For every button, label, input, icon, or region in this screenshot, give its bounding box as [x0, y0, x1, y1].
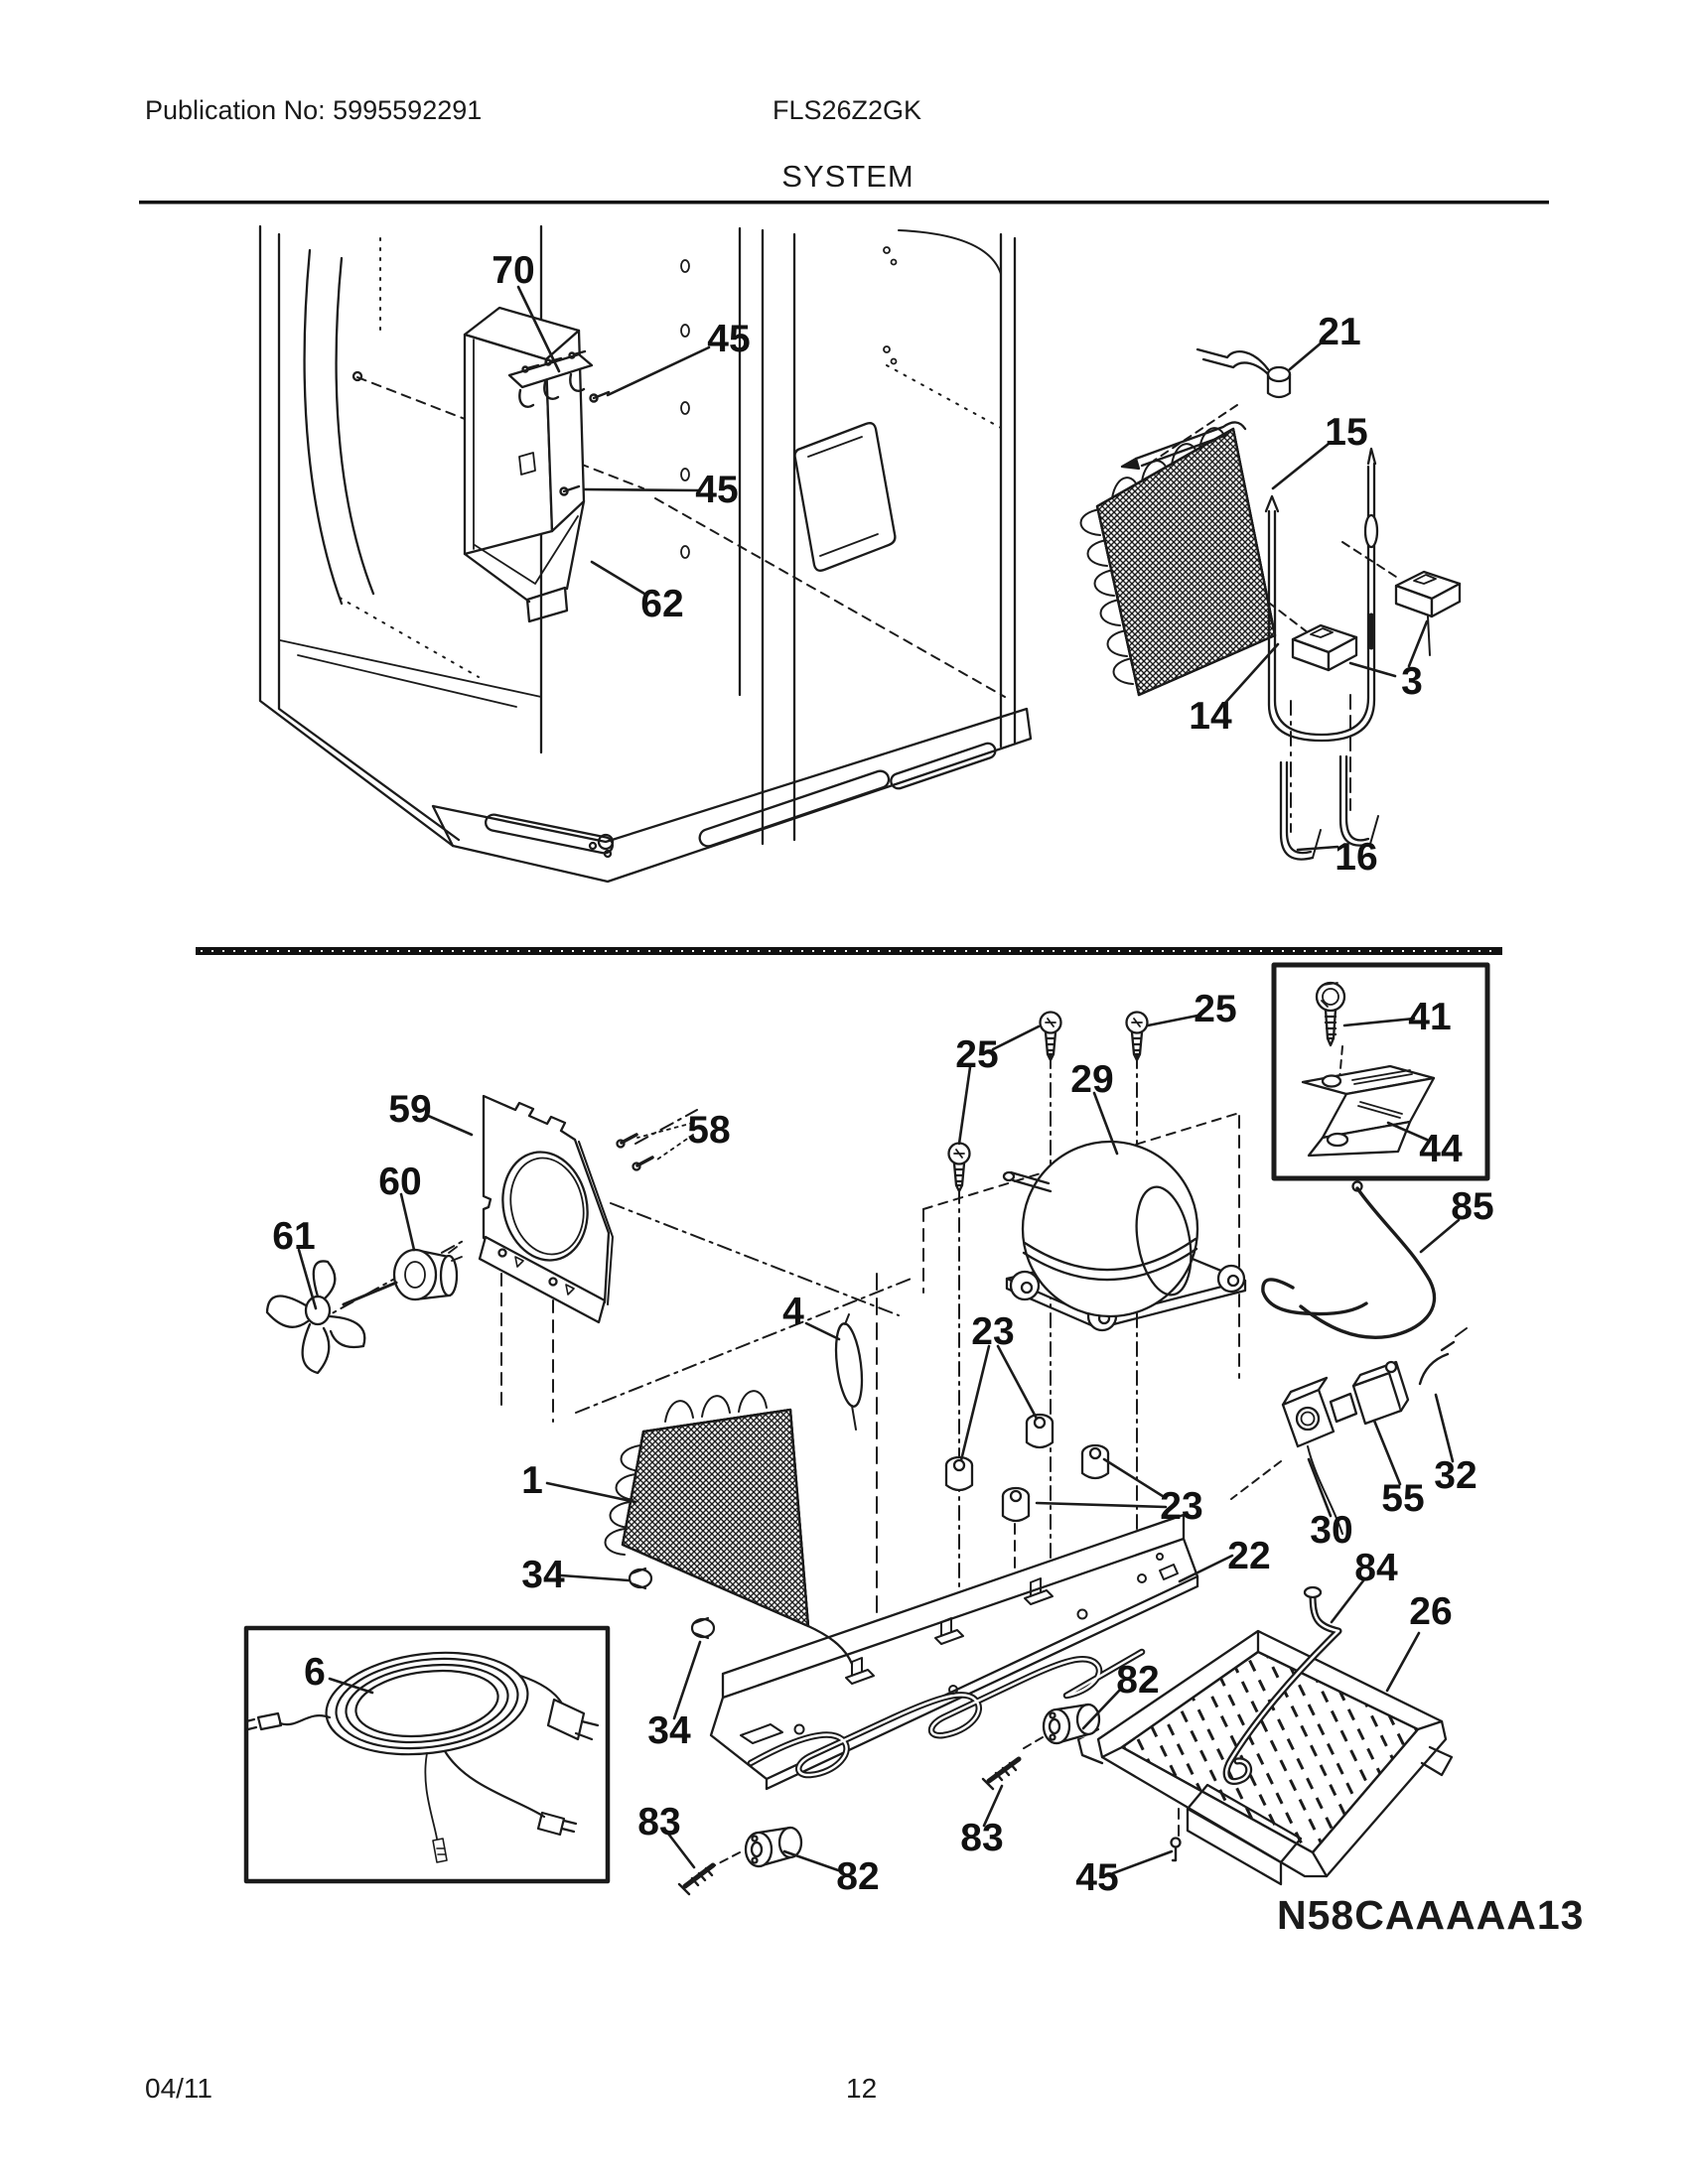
callout-82-34: 82 [836, 1855, 880, 1898]
compressor [1004, 1142, 1245, 1330]
callout-25-10: 25 [1194, 988, 1237, 1030]
callout-44-13: 44 [1419, 1128, 1463, 1170]
callout-55-24: 55 [1381, 1477, 1425, 1520]
callout-4-19: 4 [782, 1291, 804, 1333]
callout-59-15: 59 [388, 1088, 432, 1131]
callout-82-32: 82 [1116, 1659, 1160, 1702]
callout-62-3: 62 [640, 583, 684, 625]
callout-61-18: 61 [272, 1215, 316, 1258]
callout-45-2: 45 [695, 469, 739, 511]
callout-14-7: 14 [1189, 695, 1232, 738]
callout-60-17: 60 [378, 1160, 422, 1203]
header-rule [139, 201, 1549, 205]
callout-6-31: 6 [304, 1651, 326, 1694]
callout-32-25: 32 [1434, 1454, 1477, 1497]
power-cord [246, 1642, 598, 1862]
callout-23-20: 23 [971, 1310, 1015, 1353]
machine-compartment-drawing [246, 965, 1487, 1894]
footer-page-number: 12 [846, 2073, 878, 2104]
callout-58-16: 58 [687, 1109, 731, 1152]
callout-22-26: 22 [1227, 1535, 1271, 1577]
callout-25-9: 25 [955, 1033, 999, 1076]
callout-83-33: 83 [637, 1801, 681, 1843]
callout-70-0: 70 [492, 249, 535, 292]
model-number: FLS26Z2GK [773, 95, 922, 125]
callout-23-22: 23 [1160, 1485, 1203, 1528]
section-divider [196, 947, 1502, 955]
screw-41 [1317, 983, 1344, 1045]
callout-41-12: 41 [1408, 996, 1452, 1038]
callout-21-4: 21 [1318, 311, 1361, 353]
callout-45-36: 45 [1075, 1856, 1119, 1899]
diagram-code: N58CAAAAA13 [1277, 1892, 1585, 1938]
callout-1-21: 1 [521, 1459, 543, 1502]
callout-85-14: 85 [1451, 1185, 1494, 1228]
callout-45-1: 45 [707, 318, 751, 360]
relay-group [1283, 1328, 1467, 1534]
callout-16-8: 16 [1335, 836, 1378, 879]
callout-34-29: 34 [521, 1554, 565, 1596]
callout-83-35: 83 [960, 1817, 1004, 1859]
footer-date: 04/11 [145, 2073, 212, 2104]
callout-29-11: 29 [1070, 1058, 1114, 1101]
callout-84-27: 84 [1354, 1547, 1398, 1589]
callout-26-28: 26 [1409, 1590, 1453, 1633]
section-title: SYSTEM [781, 159, 914, 194]
callout-34-30: 34 [647, 1709, 691, 1752]
callout-3-6: 3 [1401, 660, 1423, 703]
callout-30-23: 30 [1310, 1509, 1353, 1552]
callout-15-5: 15 [1325, 411, 1368, 454]
bracket-44 [1303, 1066, 1434, 1156]
publication-number: Publication No: 5995592291 [145, 95, 483, 125]
